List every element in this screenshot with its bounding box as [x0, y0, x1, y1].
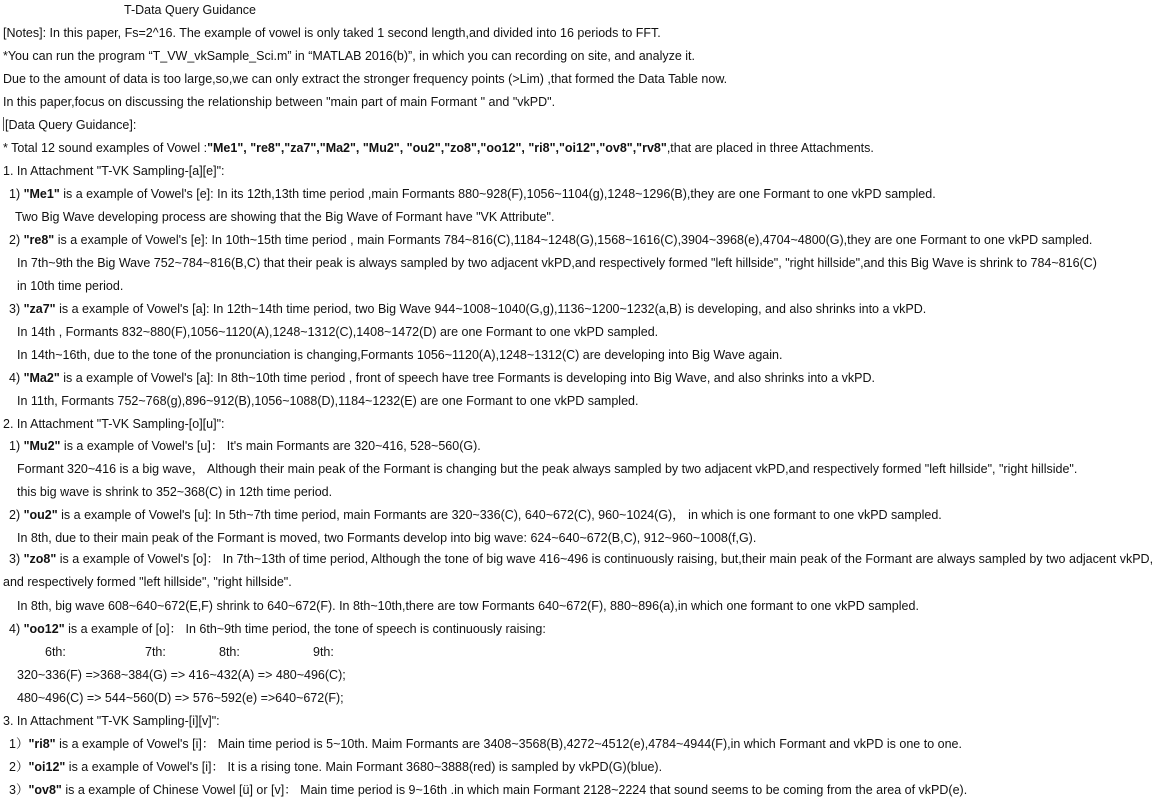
- ma2-item: [9, 368, 1172, 388]
- re8-detail-2: in 10th time period.: [17, 279, 124, 293]
- attachment-1-heading: 1. In Attachment "T-VK Sampling-[a][e]":: [3, 164, 225, 178]
- guidance-heading: [Data Query Guidance]:: [5, 118, 137, 132]
- ma2-detail: In 11th, Formants 752~768(g),896~912(B),1056~1088(D),1184~1232(E) are one Formant to one vkPD sampled.: [17, 394, 639, 408]
- item-number: 2）: [9, 760, 29, 774]
- item-number: 3): [9, 552, 24, 566]
- item-text: is a example of Vowel's [i]： It is a rising tone. Main Formant 3680~3888(red) is sampled by vkPD(G)(blue).: [65, 760, 663, 774]
- example-name: "za7": [23, 302, 56, 316]
- note-line-3: Due to the amount of data is too large,so,we can only extract the stronger frequency points (>Lim) ,that formed the Data Table now.: [3, 72, 728, 86]
- item-text: is a example of Vowel's [e]: In its 12th,13th time period ,main Formants 880~928(F),1056~1104(g),1248~1296(B),they are one Formant to one vkPD sampled.: [59, 187, 936, 201]
- item-text: is a example of Vowel's [e]: In 10th~15th time period , main Formants 784~816(C),1184~1248(G),1568~1616(C),3904~3968(e),4704~4800(G),they are one Formant to one vkPD sampled.: [54, 233, 1093, 247]
- note-line-2: *You can run the program “T_VW_vkSample_Sci.m” in “MATLAB 2016(b)”, in which you can recording on site, and analyze it.: [3, 49, 695, 63]
- item-text: is a example of Vowel's [i]： Main time period is 5~10th. Maim Formants are 3408~3568(B),4272~4512(e),4784~4944(F),in which Formant and vkPD is one to one.: [55, 737, 962, 751]
- example-list: "Me1", "re8","za7","Ma2", "Mu2", "ou2","zo8","oo12", "ri8","oi12","ov8","rv8": [207, 141, 667, 155]
- me1-detail: Two Big Wave developing process are showing that the Big Wave of Formant have "VK Attribute".: [15, 210, 555, 224]
- oo12-sequence-1: 320~336(F) =>368~384(G) => 416~432(A) => 480~496(C);: [17, 668, 346, 682]
- me1-item: [9, 184, 1172, 204]
- total-examples-line: [3, 138, 1172, 158]
- example-name: "Mu2": [23, 439, 61, 453]
- item-number: 1): [9, 187, 24, 201]
- item-text: is a example of Vowel's [a]: In 8th~10th time period , front of speech have tree Formants is developing into Big Wave, and also shrinks into a vkPD.: [59, 371, 875, 385]
- za7-item: [9, 299, 1172, 319]
- item-text: is a example of Vowel's [u]： It's main Formants are 320~416, 528~560(G).: [60, 439, 481, 453]
- note-line-4: In this paper,focus on discussing the relationship between "main part of main Formant " and "vkPD".: [3, 95, 556, 109]
- mu2-item: [9, 436, 1172, 456]
- period-header-8th: 8th:: [219, 645, 240, 659]
- oo12-sequence-2: 480~496(C) => 544~560(D) => 576~592(e) =>640~672(F);: [17, 691, 344, 705]
- attachment-3-heading: 3. In Attachment "T-VK Sampling-[i][v]":: [3, 714, 220, 728]
- zo8-item: [3, 548, 1158, 594]
- item-text: is a example of Vowel's [o]： In 7th~13th of time period, Although the tone of big wave 416~496 is continuously raising, but,their main peak of the Formant are always sampled by two adjacent vkPD, and respectively formed "left hillside", "right hillside".: [3, 552, 1154, 589]
- example-name: "ri8": [28, 737, 56, 751]
- example-name: "Ma2": [23, 371, 60, 385]
- oo12-item: [9, 619, 1172, 639]
- item-number: 2): [9, 508, 24, 522]
- item-number: 4): [9, 371, 24, 385]
- example-name: "Me1": [23, 187, 60, 201]
- example-name: "ou2": [23, 508, 58, 522]
- item-number: 4): [9, 622, 24, 636]
- item-number: 2): [9, 233, 24, 247]
- total-suffix: ,that are placed in three Attachments.: [666, 141, 874, 155]
- ri8-item: [9, 734, 1172, 754]
- example-name: "zo8": [23, 552, 57, 566]
- item-number: 3）: [9, 783, 29, 797]
- attachment-2-heading: 2. In Attachment "T-VK Sampling-[o][u]":: [3, 417, 225, 431]
- zo8-detail: In 8th, big wave 608~640~672(E,F) shrink to 640~672(F). In 8th~10th,there are tow Formants 640~672(F), 880~896(a),in which one formant to one vkPD sampled.: [17, 599, 919, 613]
- item-text: is a example of Chinese Vowel [ü] or [v]： Main time period is 9~16th .in which main Formant 2128~2224 that sound seems to be coming from the area of vkPD(e).: [61, 783, 968, 797]
- mu2-detail-2: this big wave is shrink to 352~368(C) in 12th time period.: [17, 485, 333, 499]
- re8-detail: In 7th~9th the Big Wave 752~784~816(B,C) that their peak is always sampled by two adjacent vkPD,and respectively formed "left hillside", "right hillside",and this Big Wave is shrink to 784~816(C): [17, 256, 1097, 270]
- ou2-detail: In 8th, due to their main peak of the Formant is moved, two Formants develop into big wave: 624~640~672(B,C), 912~960~1008(f,G).: [17, 531, 757, 545]
- re8-item: [9, 230, 1172, 250]
- example-name: "oi12": [28, 760, 66, 774]
- text-cursor: [3, 117, 4, 131]
- period-header-6th: 6th:: [45, 645, 66, 659]
- za7-detail: In 14th , Formants 832~880(F),1056~1120(A),1248~1312(C),1408~1472(D) are one Formant to one vkPD sampled.: [17, 325, 659, 339]
- item-number: 3): [9, 302, 24, 316]
- item-text: is a example of [o]： In 6th~9th time period, the tone of speech is continuously raising:: [64, 622, 546, 636]
- ou2-item: [9, 505, 1172, 525]
- item-text: is a example of Vowel's [a]: In 12th~14th time period, two Big Wave 944~1008~1040(G,g),1136~1200~1232(a,B) is developing, and also shrinks into a vkPD.: [55, 302, 927, 316]
- item-number: 1): [9, 439, 24, 453]
- za7-detail-2: In 14th~16th, due to the tone of the pronunciation is changing,Formants 1056~1120(A),1248~1312(C) are developing into Big Wave again.: [17, 348, 783, 362]
- oi12-item: [9, 757, 1172, 777]
- period-header-7th: 7th:: [145, 645, 166, 659]
- item-number: 1）: [9, 737, 29, 751]
- example-name: "ov8": [28, 783, 62, 797]
- period-header-9th: 9th:: [313, 645, 334, 659]
- mu2-detail: Formant 320~416 is a big wave， Although their main peak of the Formant is changing but the peak always sampled by two adjacent vkPD,and respectively formed "left hillside", "right hillside".: [17, 462, 1078, 476]
- example-name: "oo12": [23, 622, 65, 636]
- total-prefix: * Total 12 sound examples of Vowel :: [3, 141, 208, 155]
- ov8-item: [9, 780, 1172, 800]
- guidance-heading-line: [3, 115, 1172, 135]
- item-text: is a example of Vowel's [u]: In 5th~7th time period, main Formants are 320~336(C), 640~672(C), 960~1024(G)， in which is one formant to one vkPD sampled.: [57, 508, 942, 522]
- note-line-1: [Notes]: In this paper, Fs=2^16. The example of vowel is only taked 1 second length,and divided into 16 periods to FFT.: [3, 26, 661, 40]
- doc-title: T-Data Query Guidance: [124, 3, 257, 17]
- example-name: "re8": [23, 233, 55, 247]
